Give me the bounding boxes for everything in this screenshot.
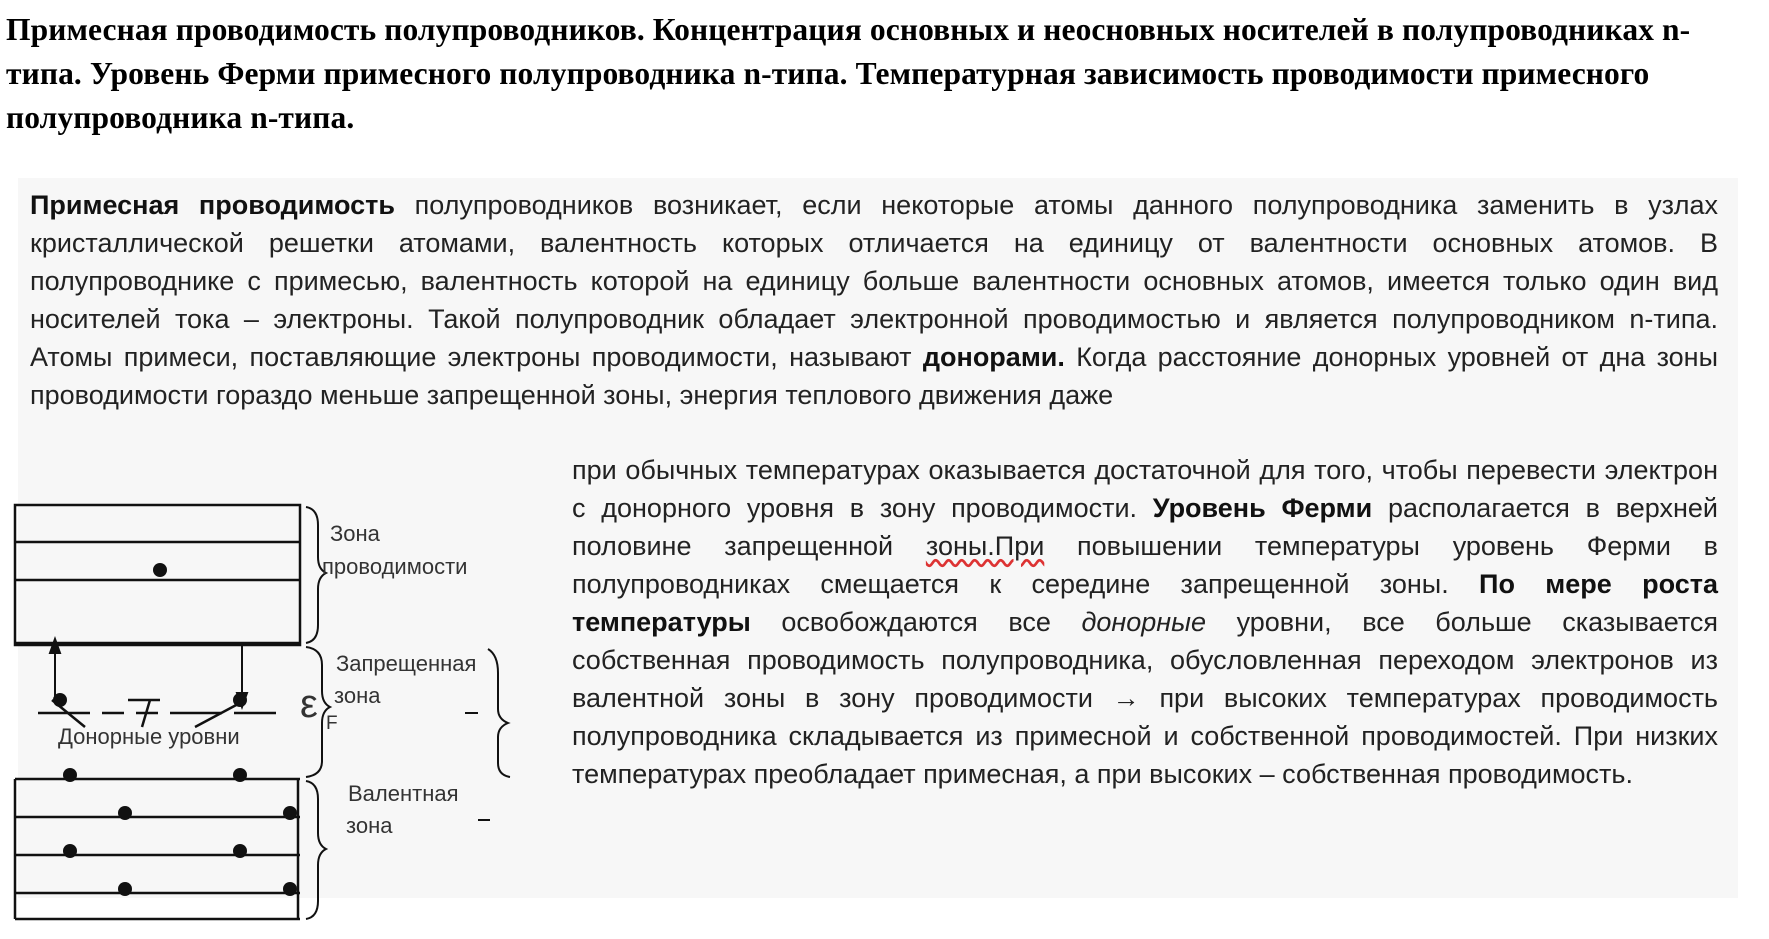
fermi-bracket	[488, 649, 510, 777]
electron-dot	[233, 693, 247, 707]
paragraph-fermi-text-b: располагается в верхней половине запрещенной	[572, 493, 1718, 561]
electron-dot	[283, 806, 297, 820]
paragraph-intro-text-b: Когда расстояние донорных уровней от дна зоны проводимости гораздо меньше запрещенной зоны, энергия теплового движения даже	[30, 342, 1718, 410]
valence-band-label: зона	[346, 813, 393, 838]
conduction-band-label: проводимости	[322, 554, 468, 579]
electron-dot	[233, 844, 247, 858]
electron-dot	[283, 882, 297, 896]
forbidden-band-label: Запрещенная	[336, 651, 477, 676]
paragraph-fermi-text-e: уровни, все больше сказывается собственная проводимость полупроводника, обусловленная переходом электронов из валентной зоны в зону проводимости → при высоких температурах проводимость полупроводника складывается из примесной и собственной проводимостей. При низких температурах преобладает примесная, а при высоких – собственная проводимость.	[572, 607, 1718, 789]
paragraph-fermi-text-d: освобождаются все	[750, 607, 1082, 637]
conduction-band-label: Зона	[330, 521, 380, 546]
valence-bracket	[306, 781, 326, 919]
forbidden-band-label: зона	[334, 683, 381, 708]
paragraph-fermi-text-c: повышении температуры уровень Ферми в полупроводниках смещается к середине запрещенной зоны.	[572, 531, 1718, 599]
fermi-subscript: F	[326, 713, 338, 734]
paragraph-intro	[30, 186, 1718, 414]
donor-levels-label: Донорные уровни	[58, 724, 240, 749]
electron-dot	[63, 768, 77, 782]
electron-dot	[233, 768, 247, 782]
electron-dot	[63, 844, 77, 858]
spellcheck-word: зоны.При	[925, 531, 1045, 561]
term-fermi-level: Уровень Ферми	[1152, 493, 1373, 523]
page-title: Примесная проводимость полупроводников. Концентрация основных и неосновных носителей в полупроводниках n-типа. Уровень Ферми примесного полупроводника n-типа. Температурная зависимость проводимости примесного полупроводника n-типа.	[6, 12, 1691, 135]
term-donors: донорами.	[922, 342, 1065, 372]
electron-dot	[118, 806, 132, 820]
paragraph-fermi	[572, 451, 1718, 793]
fermi-symbol: ε	[300, 682, 318, 726]
electron-dot	[153, 563, 167, 577]
term-donor-italic: донорные	[1081, 607, 1207, 637]
transition-arrows	[50, 639, 247, 707]
band-diagram	[0, 495, 560, 935]
term-temperature-rise: По мере роста температуры	[572, 569, 1718, 637]
term-impurity-conductivity: Примесная проводимость	[30, 190, 395, 220]
paragraph-fermi-text-a: при обычных температурах оказывается достаточной для того, чтобы перевести электрон с донорного уровня в зону проводимости.	[572, 455, 1718, 523]
paragraph-intro-text-a: полупроводников возникает, если некоторые атомы данного полупроводника заменить в узлах кристаллической решетки атомами, валентность которых отличается на единицу от валентности основных атомов. В полупроводнике с примесью, валентность которой на единицу больше валентности основных атомов, имеется только один вид носителей тока – электроны. Такой полупроводник обладает электронной проводимостью и является полупроводником n-типа. Атомы примеси, поставляющие электроны проводимости, называют	[30, 190, 1718, 372]
electron-dot	[53, 693, 67, 707]
valence-band-label: Валентная	[348, 781, 459, 806]
electron-dot	[118, 882, 132, 896]
